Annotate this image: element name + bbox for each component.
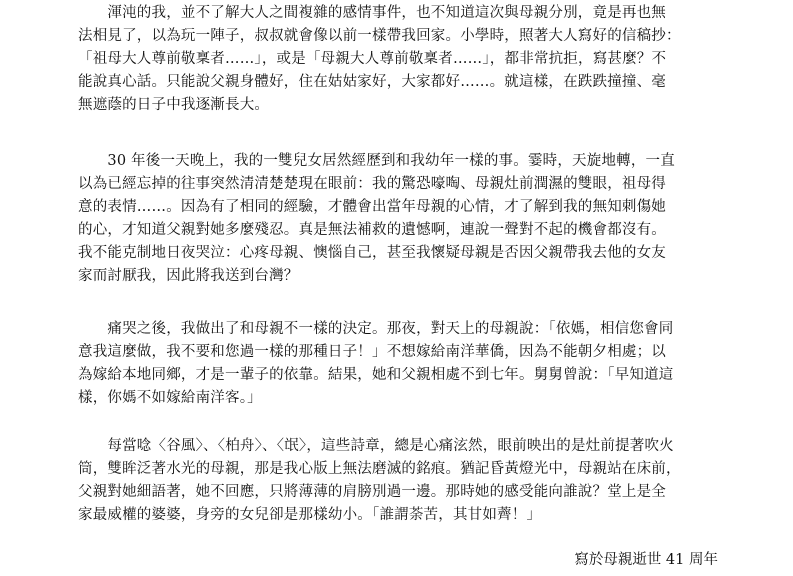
text-line: 意的表情……。因為有了相同的經驗，才體會出當年母親的心情，才了解到我的無知刺傷她 xyxy=(78,199,666,215)
paragraph-2 xyxy=(78,150,718,288)
text-line: 法相見了，以為玩一陣子，叔叔就會像以前一樣帶我回家。小學時，照著大人寫好的信稿抄： xyxy=(78,28,681,44)
signature-line: 寫於母親逝世 41 周年 xyxy=(574,552,718,568)
text-line: 父親對她細語著，她不回應，只將薄薄的肩膀別過一邊。那時她的感受能向誰說？堂上是全 xyxy=(78,484,666,500)
text-line: 以為已經忘掉的往事突然清清楚楚現在眼前：我的驚恐嚎啕、母親灶前潤濕的雙眼，祖母得 xyxy=(78,176,666,192)
text-line: 的心，才知道父親對她多麼殘忍。真是無法補救的遺憾啊，連說一聲對不起的機會都沒有。 xyxy=(78,222,666,238)
text-line: 為嫁給本地同鄉，才是一輩子的依靠。結果，她和父親相處不到七年。舅舅曾說：「早知道這 xyxy=(78,367,674,383)
text-line: 樣，你媽不如嫁給南洋客。」 xyxy=(78,390,262,406)
text-line: 我不能克制地日夜哭泣：心疼母親、懊惱自己，甚至我懷疑母親是否因父親帶我去他的女友 xyxy=(78,245,666,261)
text-line: 30 年後一天晚上，我的一雙兒女居然經歷到和我幼年一樣的事。霎時，天旋地轉，一直 xyxy=(78,153,675,169)
text-line: 家而討厭我，因此將我送到台灣？ xyxy=(78,268,299,284)
text-line: 每當唸〈谷風〉、〈柏舟〉、〈氓〉，這些詩章，總是心痛泫然，眼前映出的是灶前提著吹火 xyxy=(78,438,674,454)
text-line: 痛哭之後，我做出了和母親不一樣的決定。那夜，對天上的母親說：「依媽，相信您會同 xyxy=(78,321,674,337)
text-line: 「祖母大人尊前敬稟者……」，或是「母親大人尊前敬稟者……」，都非常抗拒，寫甚麼？不 xyxy=(78,51,667,67)
text-line: 家最威權的婆婆，身旁的女兒卻是那樣幼小。「誰謂荼苦，其甘如薺！」 xyxy=(78,507,542,523)
paragraph-1 xyxy=(78,2,718,117)
text-line: 意我這麼做，我不要和您過一樣的那種日子！」不想嫁給南洋華僑，因為不能朝夕相處；以 xyxy=(78,344,666,360)
text-line: 能說真心話。只能說父親身體好，住在姑姑家好，大家都好……。就這樣，在跌跌撞撞、毫 xyxy=(78,74,666,90)
paragraph-3 xyxy=(78,318,718,410)
text-line: 無遮蔭的日子中我逐漸長大。 xyxy=(78,97,270,113)
text-line: 筒，雙眸泛著水光的母親，那是我心版上無法磨滅的銘痕。猶記昏黃燈光中，母親站在床前， xyxy=(78,461,681,477)
paragraph-4 xyxy=(78,435,718,527)
text-line: 渾沌的我，並不了解大人之間複雜的感情事件，也不知道這次與母親分別，竟是再也無 xyxy=(78,5,666,21)
